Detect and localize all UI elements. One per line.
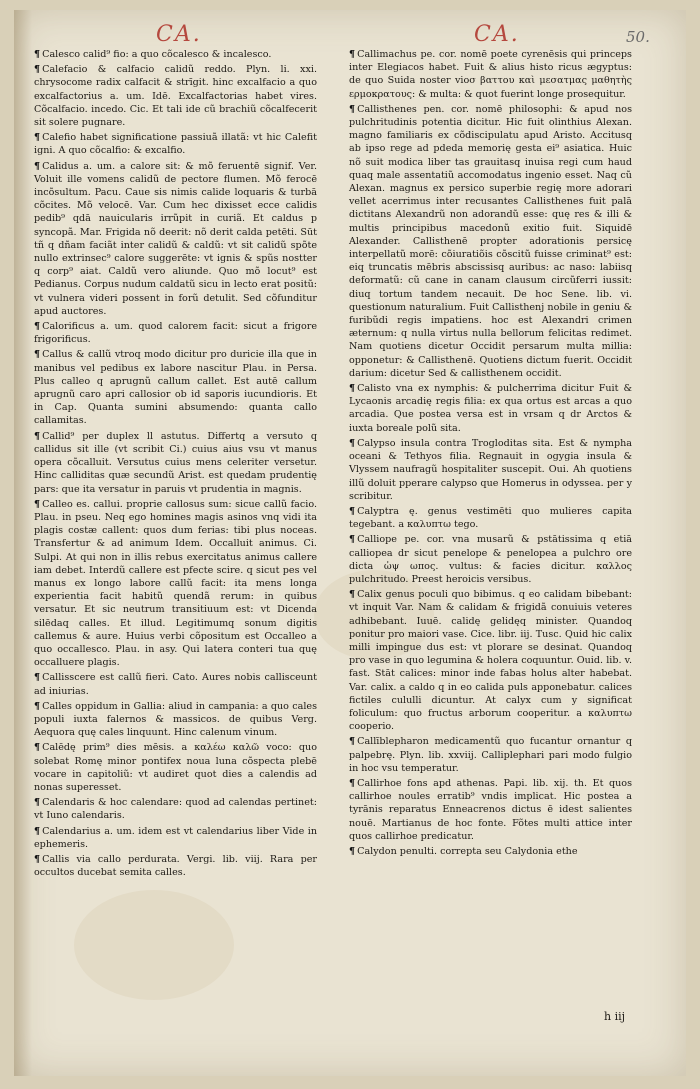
pilcrow-icon: ¶ [34,672,41,684]
entry-text: Calliope pe. cor. vna musarũ & pstātissima q etiā calliopea dr sicut penelope & penelopea a pulchro ore dicta ὠψ ωπος. vultus: & facies dicitur. καλλος pulchritudo. Preest heroicis versibus. [349,534,632,585]
entry-text: Calefacio & calfacio calidũ reddo. Plyn. li. xxi. chrysocome radix calfacit & strīgit. hinc excalfacio a quo excalfactorius a. um. Idē. Excalfactorias habet vires. Cõcalfacio. incedo. Cic. Et tali ide cũ brachiũ cõcalfecerit sit solere pugnare. [34,64,317,129]
pilcrow-icon: ¶ [34,825,41,837]
folio-number: 50. [626,28,650,46]
pilcrow-icon: ¶ [34,321,41,333]
entry-text: Calydon penulti. correpta seu Calydonia ethe [357,845,578,857]
entry-text: Callirhoe fons apd athenas. Papi. lib. xij. th. Et quos callirhoe noules erratib⁹ vndis implicat. Hic postea a tyrānis reparatus Enneacrenos dictus ē idest salientes nouē. Martianus de hoc fonte. Fõtes multi attice inter quos callirhoe predicatur. [349,777,632,842]
pilcrow-icon: ¶ [34,700,41,712]
entry-text: Calesco calid⁹ fio: a quo cõcalesco & incalesco. [42,49,272,60]
entry-text: Callisscere est callũ fieri. Cato. Aures nobis callisceunt ad iniurias. [34,672,317,697]
pilcrow-icon: ¶ [34,49,41,60]
dictionary-entry [349,437,632,503]
pilcrow-icon: ¶ [349,437,356,449]
dictionary-entry [349,588,632,733]
pilcrow-icon: ¶ [34,797,41,809]
pilcrow-icon: ¶ [349,103,356,115]
left-column [34,48,317,881]
pilcrow-icon: ¶ [349,736,356,748]
dictionary-entry [349,845,632,858]
running-head-left: CA. [156,22,202,47]
pilcrow-icon: ¶ [349,383,356,395]
dictionary-entry [349,505,632,531]
pilcrow-icon: ¶ [34,132,41,144]
pilcrow-icon: ¶ [34,160,41,172]
pilcrow-icon: ¶ [34,64,41,76]
page-gutter-shadow [14,10,32,1076]
entry-text: Callīblepharon medicamentũ quo fucantur ornantur q palpebrę. Plyn. lib. xxviij. Calliplephari pari modo fulgio in hoc vsu temperatur. [349,736,632,774]
dictionary-entry [34,160,317,318]
pilcrow-icon: ¶ [349,589,356,601]
dictionary-entry [34,131,317,157]
dictionary-entry [34,430,317,496]
entry-text: Calypso insula contra Trogloditas sita. Est & nympha oceani & Tethyos filia. Regnauit in ogygia insula & Vlyssem naufragũ hospitaliter suscepit. Oui. Ah quotiens illũ doluit pperare calypso que Homerus in odyssea. per y scribitur. [349,437,632,502]
dictionary-entry [349,103,632,380]
pilcrow-icon: ¶ [34,430,41,442]
entry-text: Calendaris & hoc calendare: quod ad calendas pertinet: vt Iuno calendaris. [34,797,317,822]
pilcrow-icon: ¶ [349,777,356,789]
running-head-right: CA. [474,22,520,47]
entry-text: Callis via callo perdurata. Vergi. lib. viij. Rara per occultos ducebat semita calles. [34,853,317,879]
dictionary-entry [34,853,317,879]
pilcrow-icon: ¶ [349,845,356,857]
pilcrow-icon: ¶ [34,853,41,865]
signature-mark: h iij [604,1010,626,1023]
entry-text: Callimachus pe. cor. nomē poete cyrenēsis qui princeps inter Elegiacos habet. Fuit & alius histo ricus ægyptus: de quo Suida noster vioσ βαττου καὶ μεσατμας μαθητὴς ερμοκρατους: & multa: & quot fuerint longe prosequitur. [349,49,632,100]
entry-text: Calefio habet significatione passiuã illatã: vt hic Calefit igni. A quo cõcalfio: & excalfio. [34,132,317,157]
dictionary-entry [34,700,317,740]
entry-text: Calidus a. um. a calore sit: & mõ feruentē signif. Ver. Voluit ille vomens calidũ de pectore flumen. Mõ ferocē incõsultum. Pacu. Caue sis nimis calide loquaris & turbā cõcites. Mõ velocē. Var. Cum hec dixisset ecce calidis pedib⁹ qdā nauicularis irrũpit in curiã. Et caldus p syncopã. Mar. Frigida nõ deerit: nõ derit calda petēti. Sūt tñ q dñam faciãt inter calidũ & caldũ: vt sit calidũ spõte nullo extrinsec⁹ calore suggerēte: vt ignis & spũs nostter q corp⁹ aiat. Caldũ vero aliunde. Quo mõ locut⁹ est Pedianus. Corpus nudum caldatũ sicu in lecto erat positũ: vt vulnera videri possent in forũ detulit. Sed cõfunditur apud auctores. [34,160,317,317]
entry-text: Calorificus a. um. quod calorem facit: sicut a frigore frigorificus. [34,321,317,346]
dictionary-entry [34,796,317,822]
entry-text: Callus & callũ vtroq modo dicitur pro duricie illa que in manibus vel pedibus ex labore nascitur Plau. in Persa. Plus calleo q aprugnũ callum callet. Est autē callum aprugnũ caro apri callosior ob id saporis iucundioris. Et in Cap. Quanta sumini absumendo: quanta callo callamitas. [34,349,317,427]
entry-text: Callisthenes pen. cor. nomē philosophi: & apud nos pulchritudinis potentia dicitur. Hic fuit olinthius Alexan. magno familiaris ex cõdiscipulatu apud Aristo. Accitusq ab ipso rege ad pdeda memorię gesta ei⁹ asiatica. Huic nõ suit modica liber tas grauitasq inuisa regi cum haud quaq male assentatiũ accomodatus ingenio esset. Naq cũ Alexan. magnus ex persico superbie regię more adorari vellet acerrimus inter recusantes Callisthenes fuit palā dictitans Alexandrũ non adorandũ esse: quę res & illi & multis principibus macedonũ exitio fuit. Siquidē Alexander. Callisthenē propter adorationis persicę interpellatũ morē: cõiuratiõis cõscitũ fuisse criminat⁹ est: eiq truncatis mēbris abscissisq auribus: ac naso: labiisq deformatũ: cũ cane in canam clausum circũferri iussit: diuq tortum tandem necauit. De hoc Sene. lib. vi. questionum naturalium. Fuit Callisthenj nobile in geniu & furibũdi regis impatiens. hoc est Alexandri crimen æternum: q nulla virtus nulla bellorum felicitas redimet. Nam quotiens dicetur Occidit persarum multa millia: opponetur: & Callisthenē. Quotiens dictum fuerit. Occidit darium: dicetur Sed & callisthenem occidit. [349,103,632,379]
dictionary-entry [34,63,317,129]
paper-stain [74,890,234,1000]
dictionary-entry [34,348,317,427]
right-column [349,48,632,860]
pilcrow-icon: ¶ [34,349,41,361]
dictionary-entry [34,320,317,346]
entry-text: Calles oppidum in Gallia: aliud in campania: a quo cales populi iuxta falernos & massicos. de quibus Verg. Aequora quę cales linquunt. Hinc calenum vinum. [34,700,317,739]
pilcrow-icon: ¶ [349,505,356,517]
dictionary-entry [34,825,317,851]
dictionary-entry [349,533,632,586]
entry-text: Calendarius a. um. idem est vt calendarius liber Vide in ephemeris. [34,825,317,850]
dictionary-entry [349,382,632,435]
entry-text: Calleo es. callui. proprie callosus sum: sicue callũ facio. Plau. in pseu. Neq ego homines magis asinos vnq vidi ita plagis costæ callent: quos dum ferias: tibi plus noceas. Transfertur & ad animum Idem. Occalluit animus. Ci. Sulpi. At qui non in illis rebus exercitatus animus callere iam debet. Interdũ callere est pfecte scire. q sicut pes vel manus ex longo labore callũ facit: ita mens longa experientia facit habitũ quendã rerum: in quibus versatur. Et sic neutrum transitiuum est: vt Dicenda silēdaq calles. Et illud. Legitimumq sonum digitis callemus & aure. Huius verbi cõpositum est Occalleo a quo occallesco. Plau. in asy. Qui latera conteri tua quę occalluere plagis. [34,498,317,669]
pilcrow-icon: ¶ [349,534,356,546]
dictionary-entry [349,48,632,101]
dictionary-entry [349,777,632,843]
pilcrow-icon: ¶ [34,742,41,754]
dictionary-entry [349,735,632,775]
pilcrow-icon: ¶ [349,49,356,60]
entry-text: Calyptra ę. genus vestimēti quo mulieres capita tegebant. a καλυπτω tego. [349,505,632,531]
dictionary-entry [34,498,317,670]
entry-text: Callid⁹ per duplex ll astutus. Differtq a versuto q callidus sit ille (vt scribit Ci.) cuius aius vsu vt manus opera cõcalluit. Versutus cuius mens celeriter versetur. Hinc calliditas quæ secundũ Arist. est quedam prudentię pars: que ita versatur in paruis vt prudentia in magnis. [34,430,317,495]
dictionary-entry [34,671,317,697]
entry-text: Calēdę prim⁹ dies mēsis. a καλέω καλῶ voco: quo solebat Romę minor pontifex noua luna cõspecta plebē vocare in capitoliũ: vt audiret quot dies a calendis ad nonas superesset. [34,742,317,793]
dictionary-entry [34,48,317,61]
pilcrow-icon: ¶ [34,498,41,510]
dictionary-entry [34,741,317,794]
manuscript-page [14,10,686,1076]
entry-text: Calisto vna ex nymphis: & pulcherrima dicitur Fuit & Lycaonis arcadię regis filia: ex qua ortus est arcas a quo arcadia. Que postea versa est in vrsam q dr Arctos & iuxta boreale polũ sita. [349,383,632,434]
entry-text: Calix genus poculi quo bibimus. q eo calidam bibebant: vt inquit Var. Nam & calidam & frigidã conuiuis veteres adhibebant. Iuuē. calidę gelidęq minister. Quandoq ponitur pro maiori vase. Cice. libr. iij. Tusc. Quid hic calix milli impingue dus est: vt plorare se desinat. Quandoq pro vase in quo legumina & holera coquuntur. Ouid. lib. v. fast. Stāt calices: minor inde fabas holus alter habebat. Var. calix. a caldo q in eo calida puls apponebatur. calices fictiles cululli dicuntur. At calyx cum y significat foliculum: quo fructus arborum cooperitur. a καλυπτω cooperio. [349,589,632,733]
